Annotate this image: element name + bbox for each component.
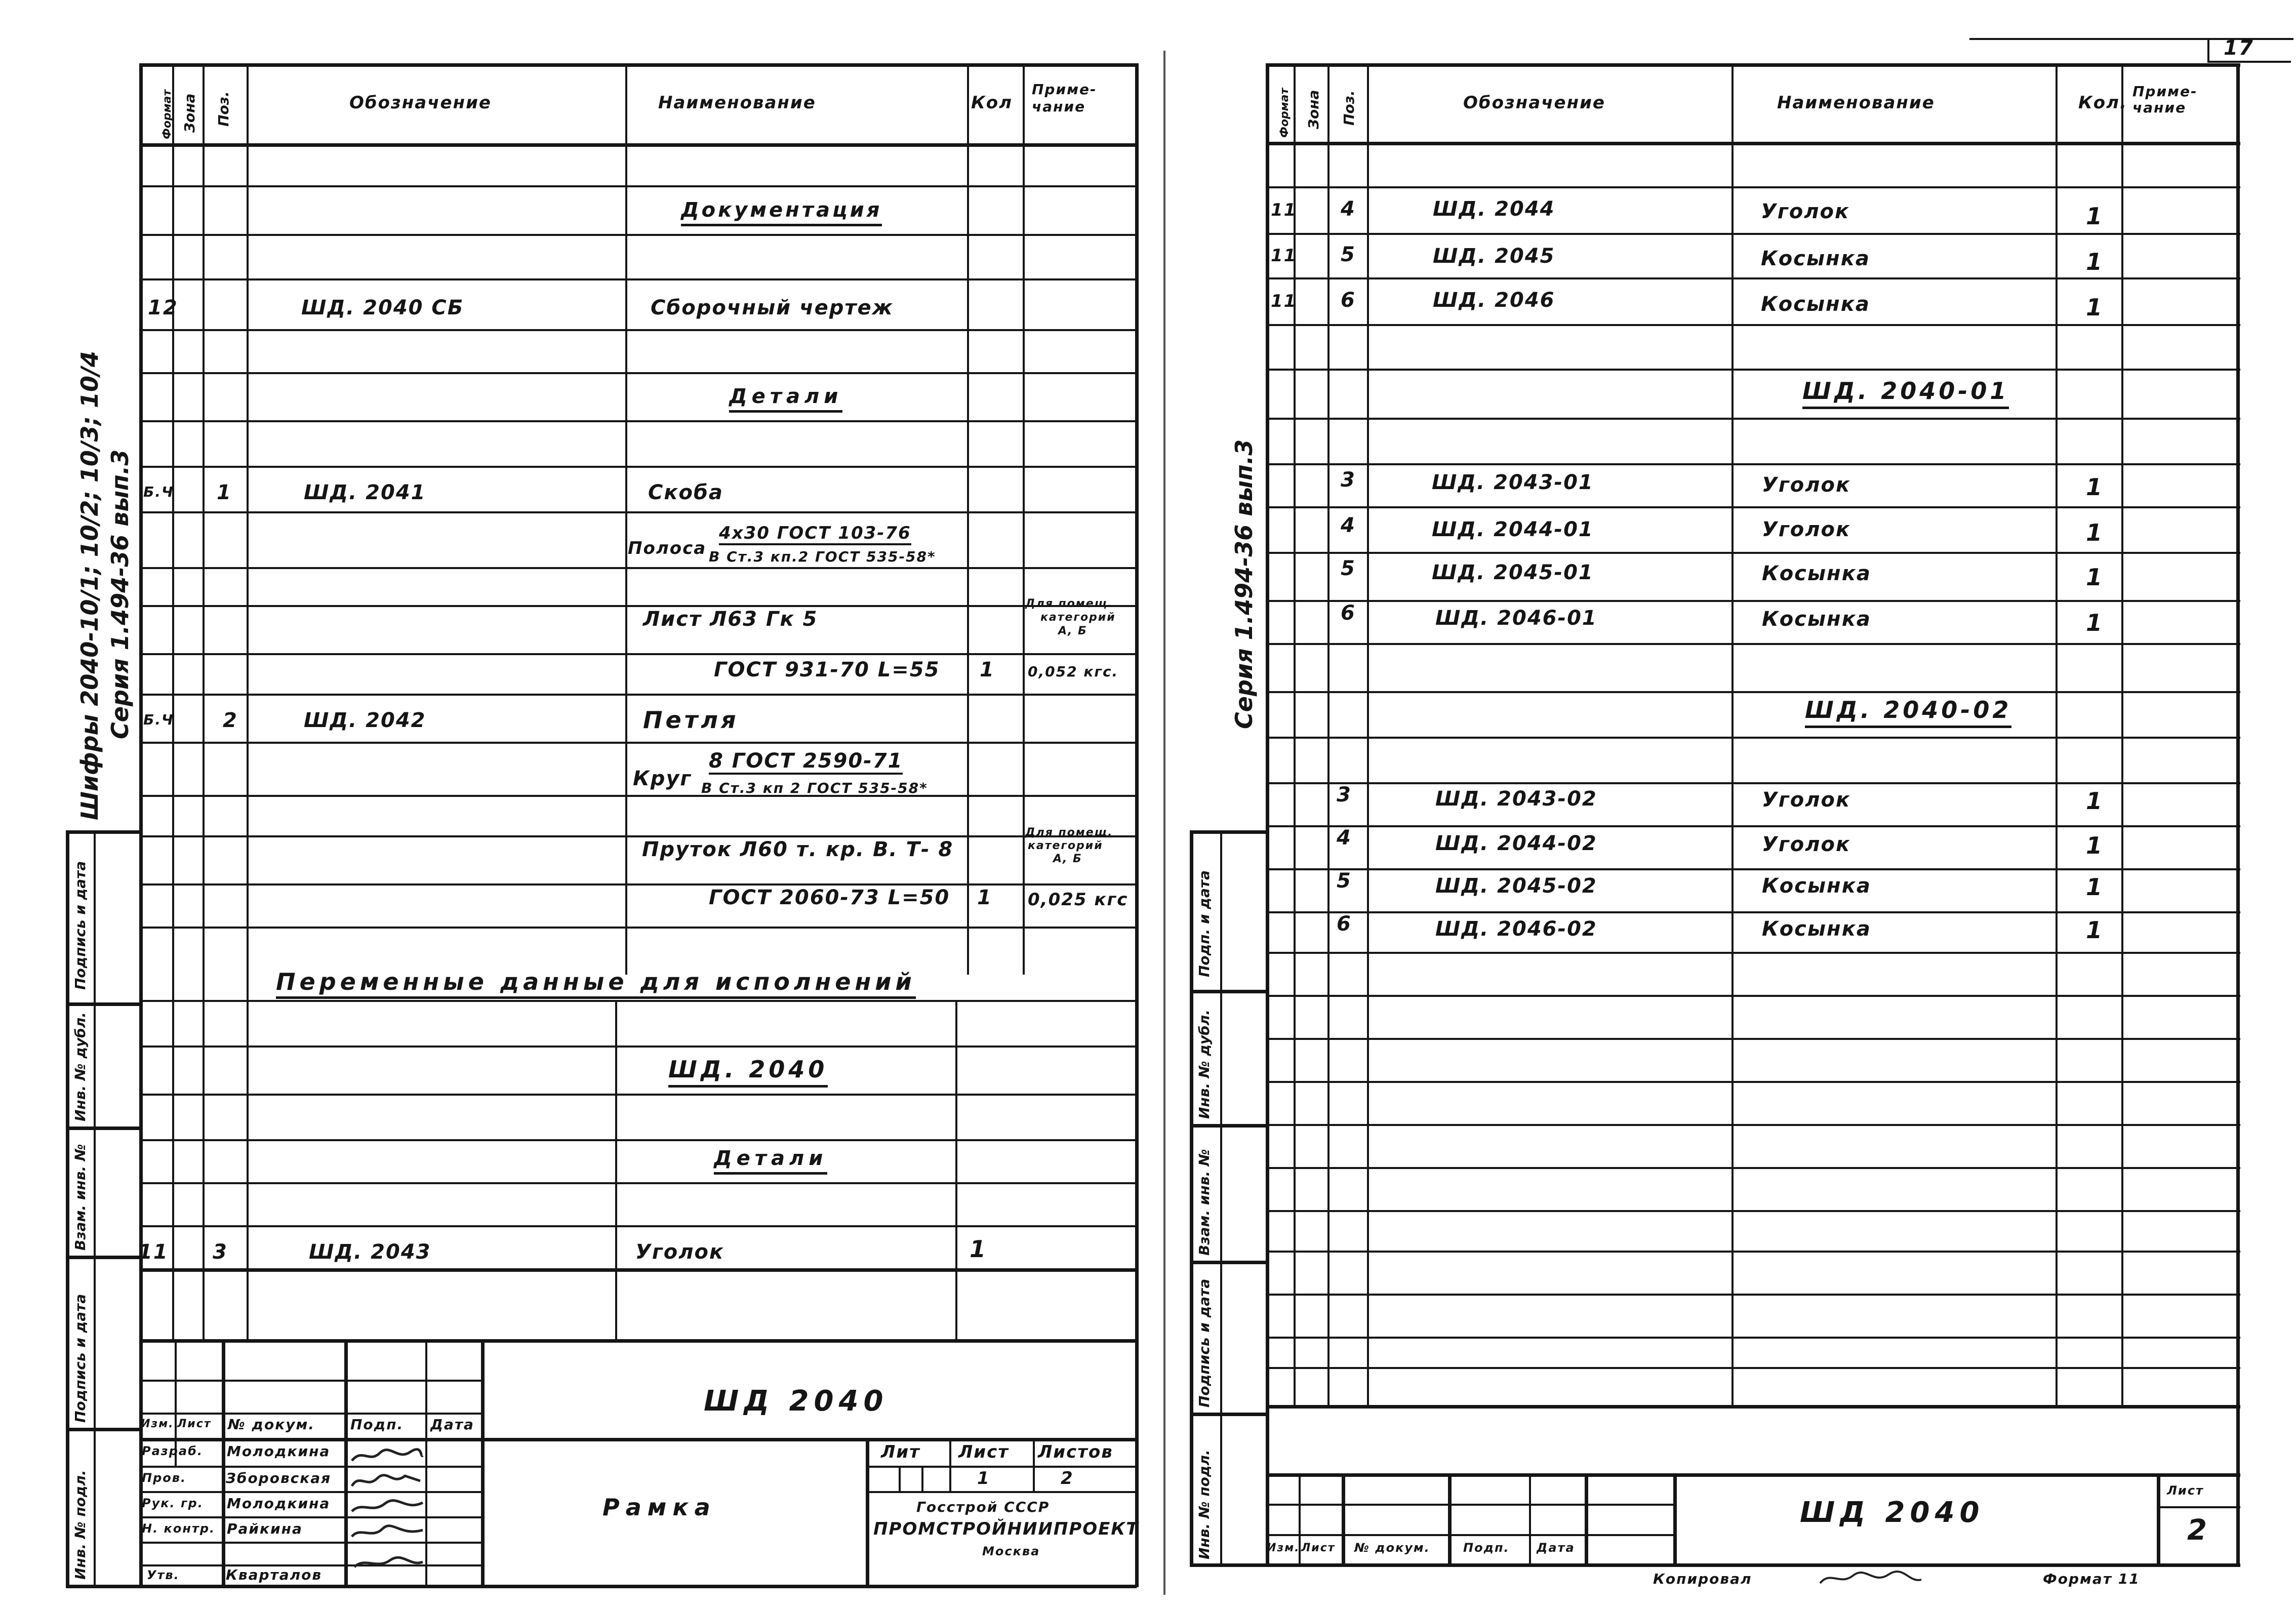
r02-0-pos: 3 <box>1337 783 1352 807</box>
part-2-material-den: В Ст.3 кп 2 ГОСТ 535-58* <box>701 780 928 796</box>
tb-role-5: Утв. <box>147 1568 180 1582</box>
part-1-gost: ГОСТ 931-70 L=55 <box>714 658 940 681</box>
part-2-note-line2: категорий <box>1028 839 1103 852</box>
page-number: 17 <box>2224 36 2254 60</box>
part-2-name: Петля <box>643 706 739 734</box>
r-base-0-format: 11 <box>1271 200 1297 220</box>
part-2-qty: 1 <box>977 886 992 909</box>
r01-3-qty: 1 <box>2086 609 2104 636</box>
part-2-format: Б.Ч <box>143 711 174 728</box>
r02-0-name: Уголок <box>1762 788 1851 812</box>
part-1-note-line3: А, Б <box>1058 625 1087 637</box>
tb-hdr-izm: Изм. <box>141 1418 174 1430</box>
left-side-title-1: Шифры 2040-10/1; 10/2; 10/3; 10/4 <box>76 351 103 820</box>
tb-role-4: Н. контр. <box>142 1521 216 1536</box>
part-1-sheet: Лист Л63 Гк 5 <box>643 608 818 631</box>
variant-01-title: ШД. 2040-01 <box>1802 377 2009 409</box>
tb-sheets-no: 2 <box>1061 1468 1074 1489</box>
r-base-1-designation: ШД. 2045 <box>1433 245 1555 268</box>
r01-1-designation: ШД. 2044-01 <box>1432 518 1594 541</box>
section-documentation: Документация <box>681 198 882 226</box>
r-margin-inv-podl: Инв. № подл. <box>1196 1450 1213 1559</box>
r01-0-pos: 3 <box>1341 468 1356 492</box>
r02-1-pos: 4 <box>1337 826 1352 850</box>
header-designation: Обозначение <box>349 93 492 113</box>
header-qty: Кол <box>971 93 1013 113</box>
r-header-name: Наименование <box>1777 93 1935 113</box>
left-margin-zam-inv: Взам. инв. № <box>72 1144 89 1251</box>
r01-0-qty: 1 <box>2086 473 2104 501</box>
tb-org-1: Госстрой СССР <box>916 1499 1050 1515</box>
r02-1-name: Уголок <box>1762 833 1851 856</box>
r-tb-sheet-label: Лист <box>2167 1483 2204 1498</box>
variable-data-title: Переменные данные для исполнений <box>276 968 916 999</box>
row-3-pos: 3 <box>213 1240 228 1264</box>
r01-1-pos: 4 <box>1341 514 1356 537</box>
r-header-note: Приме-чание <box>2132 83 2198 116</box>
r-base-0-qty: 1 <box>2086 203 2104 230</box>
r02-0-designation: ШД. 2043-02 <box>1435 787 1597 811</box>
part-1-note-line1: Для помещ. <box>1025 597 1113 610</box>
tb-sheet-no: 1 <box>977 1468 990 1489</box>
part-2-note-line1: Для помещ. <box>1025 826 1113 839</box>
tb-person-3: Молодкина <box>227 1495 331 1512</box>
r-tb-hdr-izm: Изм. <box>1267 1542 1300 1554</box>
r01-1-qty: 1 <box>2086 519 2104 546</box>
r-margin-inv-dubl: Инв. № дубл. <box>1196 1010 1213 1119</box>
r01-2-pos: 5 <box>1341 557 1356 580</box>
sheet-divider <box>1163 51 1165 1595</box>
r-margin-zam-inv: Взам. инв. № <box>1196 1149 1213 1256</box>
r-base-2-format: 11 <box>1271 291 1297 311</box>
r01-1-name: Уголок <box>1762 518 1851 541</box>
r-tb-hdr-data: Дата <box>1537 1541 1575 1555</box>
footer-copied: Копировал <box>1653 1571 1752 1587</box>
tb-hdr-ndoc: № докум. <box>228 1416 315 1433</box>
tb-person-4: Райкина <box>227 1520 303 1537</box>
r01-2-qty: 1 <box>2086 564 2104 591</box>
header-pos: Поз. <box>215 91 232 127</box>
part-1-mass: 0,052 кгс. <box>1028 663 1119 680</box>
row-3-designation: ШД. 2043 <box>309 1240 431 1264</box>
copier-signature <box>1818 1565 1924 1591</box>
r01-0-name: Уголок <box>1762 473 1851 497</box>
part-2-bar: Пруток Л60 т. кр. В. Т- 8 <box>642 838 954 861</box>
r-header-format: Формат <box>1278 88 1291 138</box>
tb-sheet: Лист <box>958 1442 1009 1462</box>
r01-3-pos: 6 <box>1341 601 1356 625</box>
tb-org-3: Москва <box>982 1544 1040 1558</box>
r-base-0-designation: ШД. 2044 <box>1433 197 1555 221</box>
tb-person-1: Молодкина <box>227 1443 331 1460</box>
part-1-material-den: В Ст.3 кп.2 ГОСТ 535-58* <box>709 548 936 565</box>
r-tb-hdr-list: Лист <box>1301 1542 1336 1554</box>
tb-hdr-list: Лист <box>177 1418 212 1430</box>
r-base-2-pos: 6 <box>1341 289 1356 312</box>
signature-scribbles <box>349 1443 425 1580</box>
r-header-designation: Обозначение <box>1463 93 1605 113</box>
row-12-format: 12 <box>148 296 178 319</box>
r02-3-qty: 1 <box>2086 916 2104 944</box>
r-tb-hdr-ndoc: № докум. <box>1354 1541 1430 1555</box>
part-1-material-num: 4х30 ГОСТ 103-76 <box>719 523 911 545</box>
header-note: Приме-чание <box>1032 81 1097 115</box>
part-1-designation: ШД. 2041 <box>304 481 426 504</box>
r-base-1-name: Косынка <box>1761 247 1870 270</box>
tb-role-1: Разраб. <box>142 1444 203 1458</box>
tb-hdr-data: Дата <box>430 1416 474 1433</box>
right-title-doc-code: ШД 2040 <box>1800 1496 1985 1529</box>
part-2-material-label: Круг <box>633 767 692 790</box>
r-base-2-qty: 1 <box>2086 294 2104 321</box>
part-1-note-line2: категорий <box>1040 611 1116 624</box>
left-title-doc-code: ШД 2040 <box>704 1385 889 1418</box>
tb-role-2: Пров. <box>142 1471 187 1485</box>
part-2-mass: 0,025 кгс <box>1028 890 1129 910</box>
header-format: Формат <box>161 89 174 139</box>
tb-person-2: Зборовская <box>226 1470 332 1486</box>
r-base-1-format: 11 <box>1271 246 1297 266</box>
r02-3-designation: ШД. 2046-02 <box>1435 917 1597 941</box>
tb-role-3: Рук. гр. <box>142 1496 204 1510</box>
tb-sheets: Листов <box>1038 1442 1113 1462</box>
r02-1-designation: ШД. 2044-02 <box>1435 832 1597 855</box>
right-sheet <box>1180 0 2296 1609</box>
row-12-name: Сборочный чертеж <box>651 296 894 319</box>
part-2-note-line3: А, Б <box>1053 853 1082 865</box>
part-1-pos: 1 <box>217 481 232 504</box>
r02-2-pos: 5 <box>1337 869 1352 893</box>
r02-2-designation: ШД. 2045-02 <box>1435 874 1597 898</box>
r02-2-qty: 1 <box>2086 873 2104 901</box>
left-margin-sign-date-2: Подпись и дата <box>72 1294 89 1423</box>
r-header-pos: Поз. <box>1341 90 1357 126</box>
r-base-2-designation: ШД. 2046 <box>1433 289 1555 312</box>
r-margin-sign-date-2: Подпись и дата <box>1196 1278 1213 1407</box>
r01-2-designation: ШД. 2045-01 <box>1432 561 1594 584</box>
r01-2-name: Косынка <box>1762 562 1871 585</box>
left-margin-inv-podl: Инв. № подл. <box>72 1470 89 1580</box>
part-1-name: Скоба <box>648 481 723 504</box>
tb-org-2: ПРОМСТРОЙНИИПРОЕКТ <box>873 1519 1139 1539</box>
part-1-format: Б.Ч <box>143 484 174 500</box>
r-base-1-qty: 1 <box>2086 248 2104 275</box>
right-side-title: Серия 1.494-36 вып.3 <box>1230 439 1258 729</box>
row-3-name: Уголок <box>635 1240 724 1264</box>
variant-details: Детали <box>714 1147 827 1175</box>
row-3-qty: 1 <box>970 1235 987 1263</box>
r01-0-designation: ШД. 2043-01 <box>1432 471 1594 494</box>
variant-title: ШД. 2040 <box>668 1056 828 1088</box>
r-header-qty: Кол. <box>2078 93 2127 113</box>
footer-format: Формат 11 <box>2043 1571 2140 1587</box>
part-2-pos: 2 <box>223 709 238 732</box>
r-header-zone: Зона <box>1305 90 1322 129</box>
r01-3-name: Косынка <box>1762 608 1871 631</box>
part-1-material-label: Полоса <box>628 538 707 558</box>
part-2-gost: ГОСТ 2060-73 L=50 <box>709 886 950 909</box>
r02-3-pos: 6 <box>1337 912 1352 936</box>
tb-hdr-podp: Подп. <box>350 1416 404 1433</box>
r-margin-sign-date-1: Подп. и дата <box>1196 870 1213 977</box>
r02-3-name: Косынка <box>1762 917 1871 941</box>
r02-2-name: Косынка <box>1762 874 1871 898</box>
variant-02-title: ШД. 2040-02 <box>1805 696 2011 728</box>
r-tb-sheet-no: 2 <box>2187 1514 2208 1547</box>
r02-0-qty: 1 <box>2086 787 2104 815</box>
row-12-designation: ШД. 2040 СБ <box>301 296 464 319</box>
r-base-1-pos: 5 <box>1341 243 1356 266</box>
left-margin-sign-date-1: Подпись и дата <box>72 861 89 990</box>
r01-3-designation: ШД. 2046-01 <box>1435 607 1597 630</box>
left-title-doc-name: Рамка <box>602 1494 716 1521</box>
r-base-0-pos: 4 <box>1341 197 1356 221</box>
header-zone: Зона <box>181 93 198 133</box>
r-base-2-name: Косынка <box>1761 293 1870 316</box>
section-details: Детали <box>729 385 842 413</box>
r-base-0-name: Уголок <box>1761 200 1850 223</box>
r02-1-qty: 1 <box>2086 832 2104 859</box>
part-2-material-num: 8 ГОСТ 2590-71 <box>709 749 903 775</box>
r-tb-hdr-podp: Подп. <box>1463 1541 1510 1555</box>
part-1-qty: 1 <box>980 658 995 681</box>
left-side-title-2: Серия 1.494-36 вып.3 <box>106 449 134 739</box>
row-3-format: 11 <box>138 1240 169 1264</box>
header-name: Наименование <box>658 93 816 113</box>
part-2-designation: ШД. 2042 <box>304 709 426 732</box>
tb-person-5: Кварталов <box>226 1566 323 1583</box>
left-margin-inv-dubl: Инв. № дубл. <box>72 1012 89 1121</box>
tb-lit: Лит <box>881 1442 920 1462</box>
